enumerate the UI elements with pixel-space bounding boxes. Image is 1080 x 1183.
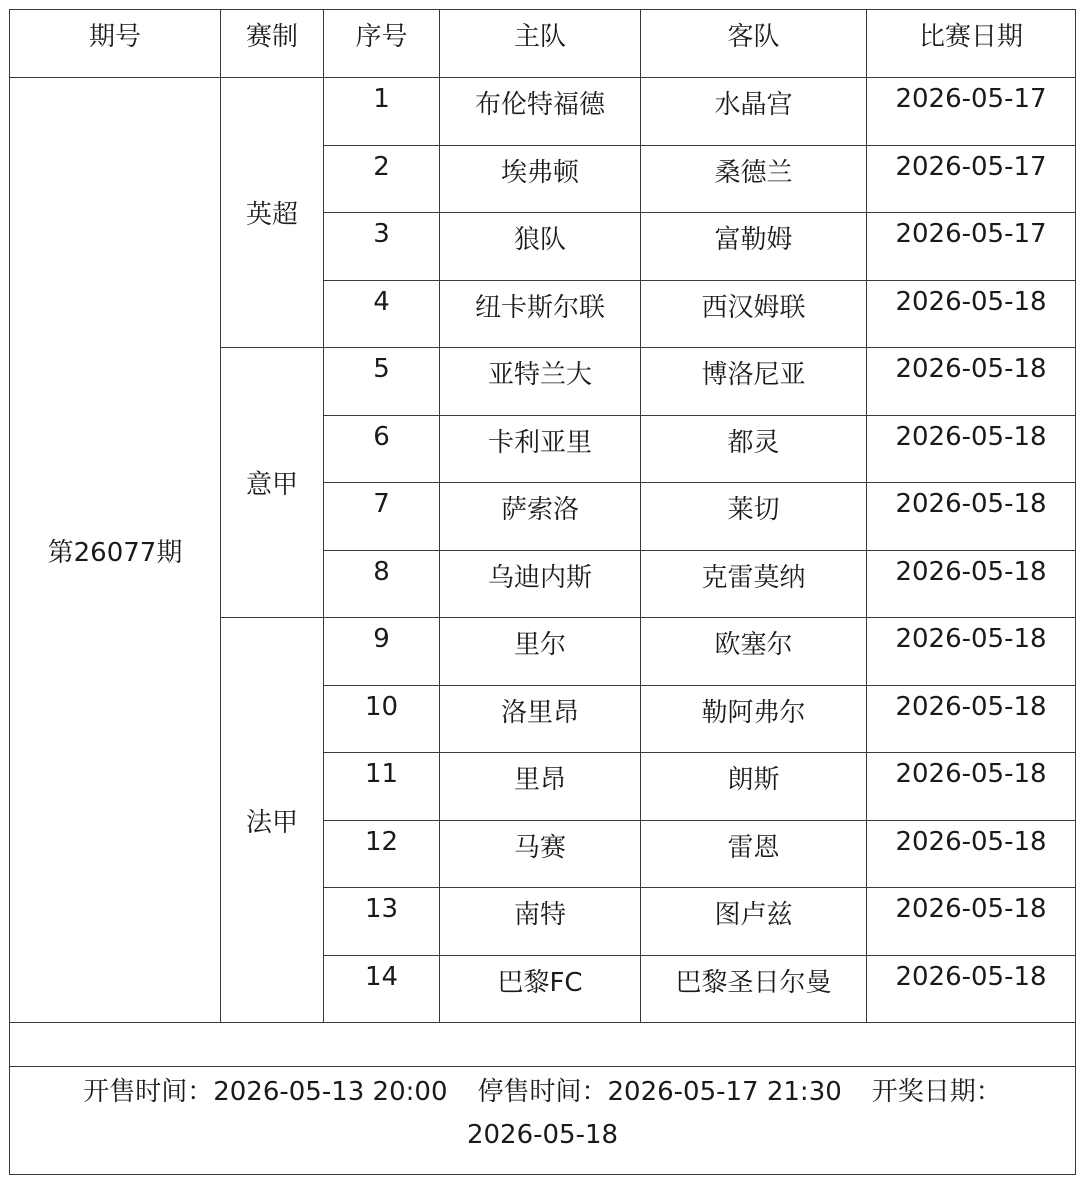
home-team-cell: 里尔: [440, 618, 641, 686]
header-row: [10, 10, 1076, 78]
home-team-cell: 洛里昂: [440, 685, 641, 753]
match-date-cell: 2026-05-18: [867, 280, 1076, 348]
away-team-cell: 莱切: [641, 483, 867, 551]
home-team-cell: 巴黎FC: [440, 955, 641, 1023]
away-team-cell: 都灵: [641, 415, 867, 483]
home-team-cell: 萨索洛: [440, 483, 641, 551]
match-date-cell: 2026-05-18: [867, 618, 1076, 686]
home-team-cell: 马赛: [440, 820, 641, 888]
index-cell: 2: [324, 145, 440, 213]
home-team-cell: 乌迪内斯: [440, 550, 641, 618]
match-date-cell: 2026-05-18: [867, 820, 1076, 888]
home-team-cell: 布伦特福德: [440, 78, 641, 146]
index-cell: 3: [324, 213, 440, 281]
header-format: 赛制: [221, 10, 324, 78]
away-team-cell: 图卢兹: [641, 888, 867, 956]
sale-start-time: 开售时间：2026-05-13 20:00: [83, 1077, 448, 1107]
league-cell: 意甲: [221, 348, 324, 618]
away-team-cell: 桑德兰: [641, 145, 867, 213]
match-date-cell: 2026-05-18: [867, 483, 1076, 551]
index-cell: 14: [324, 955, 440, 1023]
footer-row: [10, 1067, 1076, 1175]
draw-date: 2026-05-18: [466, 1120, 619, 1150]
period-cell: 第26077期: [10, 78, 221, 1023]
away-team-cell: 巴黎圣日尔曼: [641, 955, 867, 1023]
header-home: 主队: [440, 10, 641, 78]
away-team-cell: 博洛尼亚: [641, 348, 867, 416]
away-team-cell: 勒阿弗尔: [641, 685, 867, 753]
index-cell: 4: [324, 280, 440, 348]
away-team-cell: 雷恩: [641, 820, 867, 888]
match-body: [10, 78, 1076, 1023]
table-row: [10, 78, 1076, 146]
match-date-cell: 2026-05-17: [867, 145, 1076, 213]
home-team-cell: 亚特兰大: [440, 348, 641, 416]
index-cell: 9: [324, 618, 440, 686]
index-cell: 11: [324, 753, 440, 821]
home-team-cell: 南特: [440, 888, 641, 956]
home-team-cell: 狼队: [440, 213, 641, 281]
header-period: 期号: [10, 10, 221, 78]
match-date-cell: 2026-05-18: [867, 685, 1076, 753]
index-cell: 10: [324, 685, 440, 753]
footer-cell: [10, 1067, 1076, 1175]
sale-stop-time: 停售时间：2026-05-17 21:30: [477, 1077, 842, 1107]
blank-row: [10, 1023, 1076, 1067]
away-team-cell: 富勒姆: [641, 213, 867, 281]
match-schedule-table: [9, 9, 1076, 1175]
league-cell: 法甲: [221, 618, 324, 1023]
home-team-cell: 卡利亚里: [440, 415, 641, 483]
away-team-cell: 西汉姆联: [641, 280, 867, 348]
match-date-cell: 2026-05-18: [867, 955, 1076, 1023]
away-team-cell: 欧塞尔: [641, 618, 867, 686]
away-team-cell: 水晶宫: [641, 78, 867, 146]
match-date-cell: 2026-05-17: [867, 78, 1076, 146]
index-cell: 5: [324, 348, 440, 416]
match-date-cell: 2026-05-18: [867, 348, 1076, 416]
header-away: 客队: [641, 10, 867, 78]
match-date-cell: 2026-05-18: [867, 550, 1076, 618]
header-index: 序号: [324, 10, 440, 78]
match-date-cell: 2026-05-18: [867, 415, 1076, 483]
away-team-cell: 克雷莫纳: [641, 550, 867, 618]
index-cell: 8: [324, 550, 440, 618]
index-cell: 1: [324, 78, 440, 146]
match-date-cell: 2026-05-18: [867, 753, 1076, 821]
home-team-cell: 纽卡斯尔联: [440, 280, 641, 348]
league-cell: 英超: [221, 78, 324, 348]
home-team-cell: 埃弗顿: [440, 145, 641, 213]
away-team-cell: 朗斯: [641, 753, 867, 821]
header-date: 比赛日期: [867, 10, 1076, 78]
index-cell: 13: [324, 888, 440, 956]
draw-date-label: 开奖日期：: [871, 1077, 1002, 1107]
match-date-cell: 2026-05-18: [867, 888, 1076, 956]
index-cell: 7: [324, 483, 440, 551]
blank-cell: [10, 1023, 1076, 1067]
index-cell: 6: [324, 415, 440, 483]
home-team-cell: 里昂: [440, 753, 641, 821]
index-cell: 12: [324, 820, 440, 888]
match-date-cell: 2026-05-17: [867, 213, 1076, 281]
